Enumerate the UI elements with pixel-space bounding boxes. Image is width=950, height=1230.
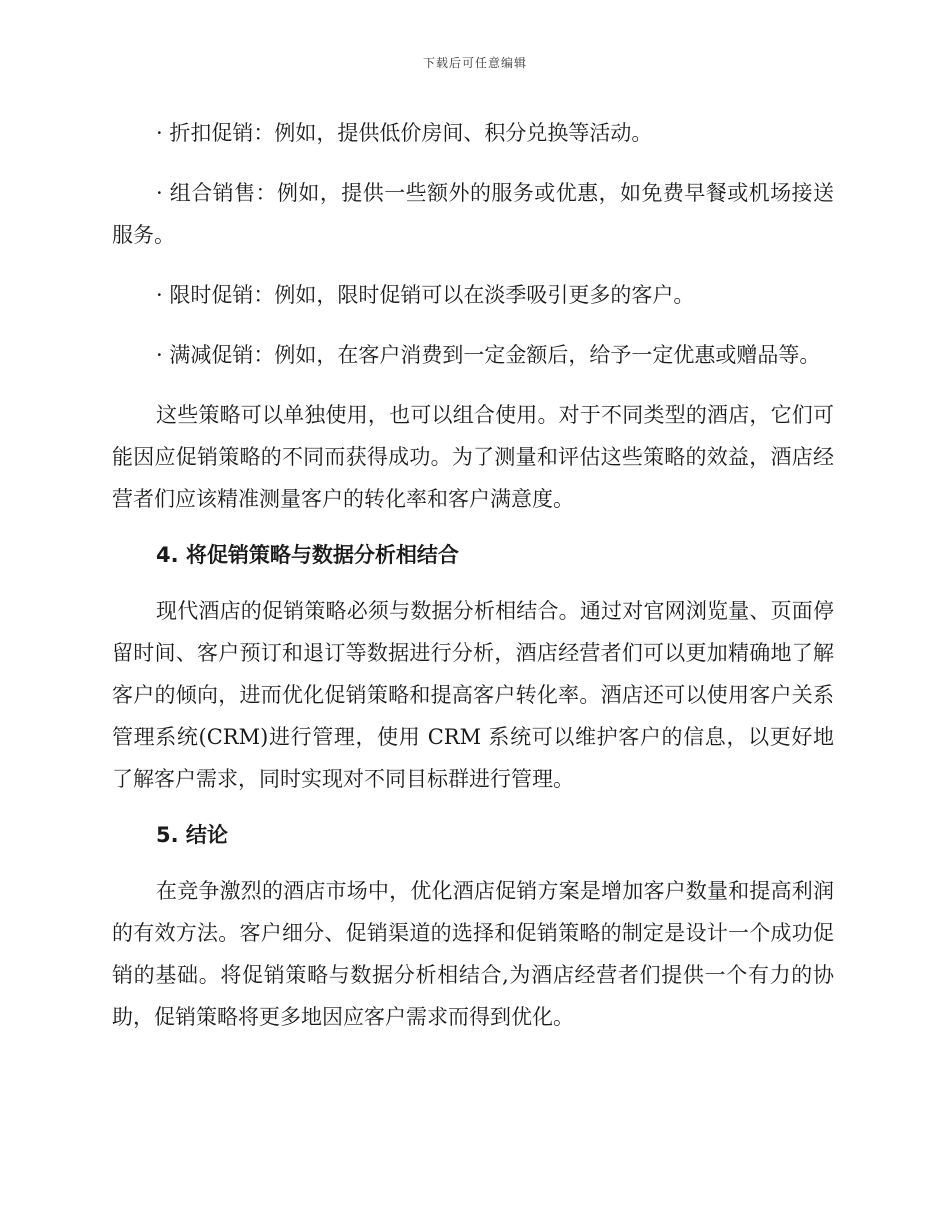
summary-paragraph: 这些策略可以单独使用，也可以组合使用。对于不同类型的酒店，它们可能因应促销策略的不同而获得成功。为了测量和评估这些策略的效益，酒店经营者们应该精准测量客户的转化率和客户满意度。 <box>112 403 834 511</box>
bullet-limited-time-promotion: · 限时促销：例如，限时促销可以在淡季吸引更多的客户。 <box>156 283 695 307</box>
bullet-bundle-sales: · 组合销售：例如，提供一些额外的服务或优惠，如免费早餐或机场接送服务。 <box>112 181 834 247</box>
bullet-discount-promotion: · 折扣促销：例如，提供低价房间、积分兑换等活动。 <box>156 121 653 145</box>
document-body <box>112 112 834 1052</box>
section-4-heading: 4. 将促销策略与数据分析相结合 <box>156 543 459 567</box>
page-header: 下载后可任意编辑 <box>422 56 527 70</box>
bullet-spend-reduction-promotion: · 满减促销：例如，在客户消费到一定金额后，给予一定优惠或赠品等。 <box>156 343 821 367</box>
section-5-heading: 5. 结论 <box>156 823 228 847</box>
section-5-paragraph: 在竞争激烈的酒店市场中，优化酒店促销方案是增加客户数量和提高利润的有效方法。客户细分、促销渠道的选择和促销策略的制定是设计一个成功促销的基础。将促销策略与数据分析相结合,为酒店经营者们提供一个有力的协助，促销策略将更多地因应客户需求而得到优化。 <box>112 879 834 1029</box>
section-4-paragraph: 现代酒店的促销策略必须与数据分析相结合。通过对官网浏览量、页面停留时间、客户预订和退订等数据进行分析，酒店经营者们可以更加精确地了解客户的倾向，进而优化促销策略和提高客户转化率。酒店还可以使用客户关系管理系统(CRM)进行管理，使用 CRM 系统可以维护客户的信息，以更好地了解客户需求，同时实现对不同目标群进行管理。 <box>112 599 834 791</box>
